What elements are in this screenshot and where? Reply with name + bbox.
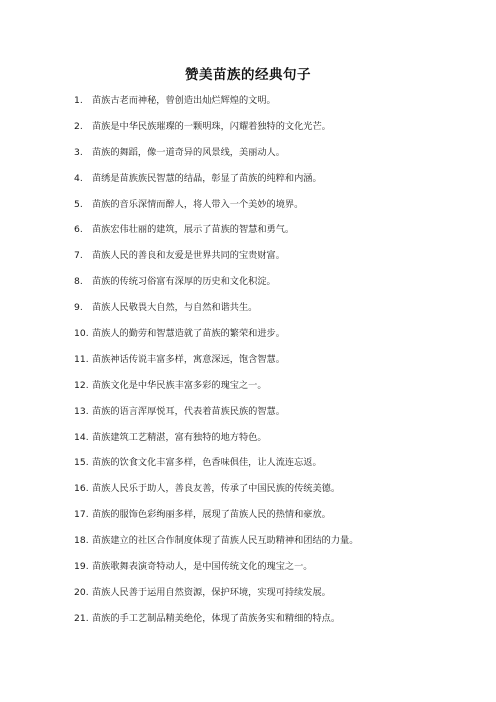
list-item — [74, 379, 454, 405]
list-item-number: 9. — [74, 302, 83, 314]
list-item-number: 14. — [74, 431, 89, 443]
list-item — [74, 198, 454, 224]
list-item-text: 苗族的语言浑厚悦耳，代表着苗族民族的智慧。 — [92, 405, 285, 417]
list-item-number: 21. — [74, 612, 89, 624]
list-item-number: 13. — [74, 405, 89, 417]
list-item-number: 15. — [74, 457, 89, 469]
list-item — [74, 249, 454, 275]
list-item-text: 苗族古老而神秘，曾创造出灿烂辉煌的文明。 — [92, 95, 276, 106]
list-item — [74, 146, 454, 172]
list-item-number: 19. — [74, 561, 89, 573]
list-item — [74, 301, 454, 327]
list-item — [74, 431, 454, 457]
list-item-number: 18. — [74, 535, 89, 547]
list-item-text: 苗族人的勤劳和智慧造就了苗族的繁荣和进步。 — [92, 328, 285, 340]
list-item-number: 5. — [74, 198, 83, 210]
list-item-number: 6. — [74, 224, 83, 236]
list-item-text: 苗族文化是中华民族丰富多彩的瑰宝之一。 — [92, 379, 267, 391]
list-item-text: 苗绣是苗族族民智慧的结晶，彰显了苗族的纯粹和内涵。 — [92, 172, 322, 184]
sentence-list — [74, 94, 454, 638]
list-item-text: 苗族建筑工艺精湛，富有独特的地方特色。 — [92, 431, 267, 443]
list-item-number: 20. — [74, 586, 89, 598]
list-item-number: 2. — [74, 120, 83, 132]
list-item-number: 16. — [74, 483, 89, 495]
list-item-text: 苗族宏伟壮丽的建筑，展示了苗族的智慧和勇气。 — [92, 224, 295, 236]
list-item-text: 苗族的传统习俗富有深厚的历史和文化积淀。 — [92, 276, 276, 288]
list-item-number: 8. — [74, 276, 83, 288]
list-item-text: 苗族神话传说丰富多样，寓意深远，饱含智慧。 — [92, 353, 285, 365]
list-item — [74, 456, 454, 482]
list-item-text: 苗族人民善于运用自然资源，保护环境，实现可持续发展。 — [92, 586, 331, 598]
list-item — [74, 482, 454, 508]
list-item-text: 苗族人民的善良和友爱是世界共同的宝贵财富。 — [92, 250, 285, 262]
list-item-number: 12. — [74, 379, 89, 391]
list-item-text: 苗族的手工艺制品精美绝伦，体现了苗族务实和精细的特点。 — [92, 612, 341, 624]
list-item-text: 苗族的舞蹈，像一道奇异的风景线，美丽动人。 — [92, 146, 285, 158]
list-item — [74, 586, 454, 612]
list-item — [74, 405, 454, 431]
list-item-text: 苗族建立的社区合作制度体现了苗族人民互助精神和团结的力量。 — [92, 535, 359, 547]
list-item-number: 7. — [74, 250, 83, 262]
list-item — [74, 353, 454, 379]
list-item — [74, 534, 454, 560]
list-item — [74, 172, 454, 198]
list-item-text: 苗族的音乐深情而醉人，将人带入一个美妙的境界。 — [92, 198, 304, 210]
list-item-text: 苗族的饮食文化丰富多样，色香味俱佳，让人流连忘返。 — [92, 457, 322, 469]
list-item-text: 苗族人民乐于助人，善良友善，传承了中国民族的传统美德。 — [92, 483, 341, 495]
list-item-number: 3. — [74, 146, 83, 158]
list-item — [74, 120, 454, 146]
list-item-number: 11. — [74, 353, 89, 365]
list-item — [74, 508, 454, 534]
list-item-number: 17. — [74, 509, 89, 521]
list-item-number: 10. — [74, 328, 89, 340]
list-item-text: 苗族人民敬畏大自然，与自然和谐共生。 — [92, 302, 258, 314]
list-item — [74, 612, 454, 638]
list-item — [74, 223, 454, 249]
list-item — [74, 327, 454, 353]
list-item-number: 4. — [74, 172, 83, 184]
document-title: 赞美苗族的经典句子 — [185, 67, 311, 83]
list-item-text: 苗族是中华民族璀璨的一颗明珠，闪耀着独特的文化光芒。 — [92, 120, 331, 132]
list-item-text: 苗族的服饰色彩绚丽多样，展现了苗族人民的热情和豪放。 — [92, 509, 331, 521]
list-item — [74, 275, 454, 301]
list-item-number: 1. — [74, 95, 83, 106]
list-item-text: 苗族歌舞表演奇特动人，是中国传统文化的瑰宝之一。 — [92, 561, 313, 573]
list-item — [74, 94, 454, 120]
list-item — [74, 560, 454, 586]
